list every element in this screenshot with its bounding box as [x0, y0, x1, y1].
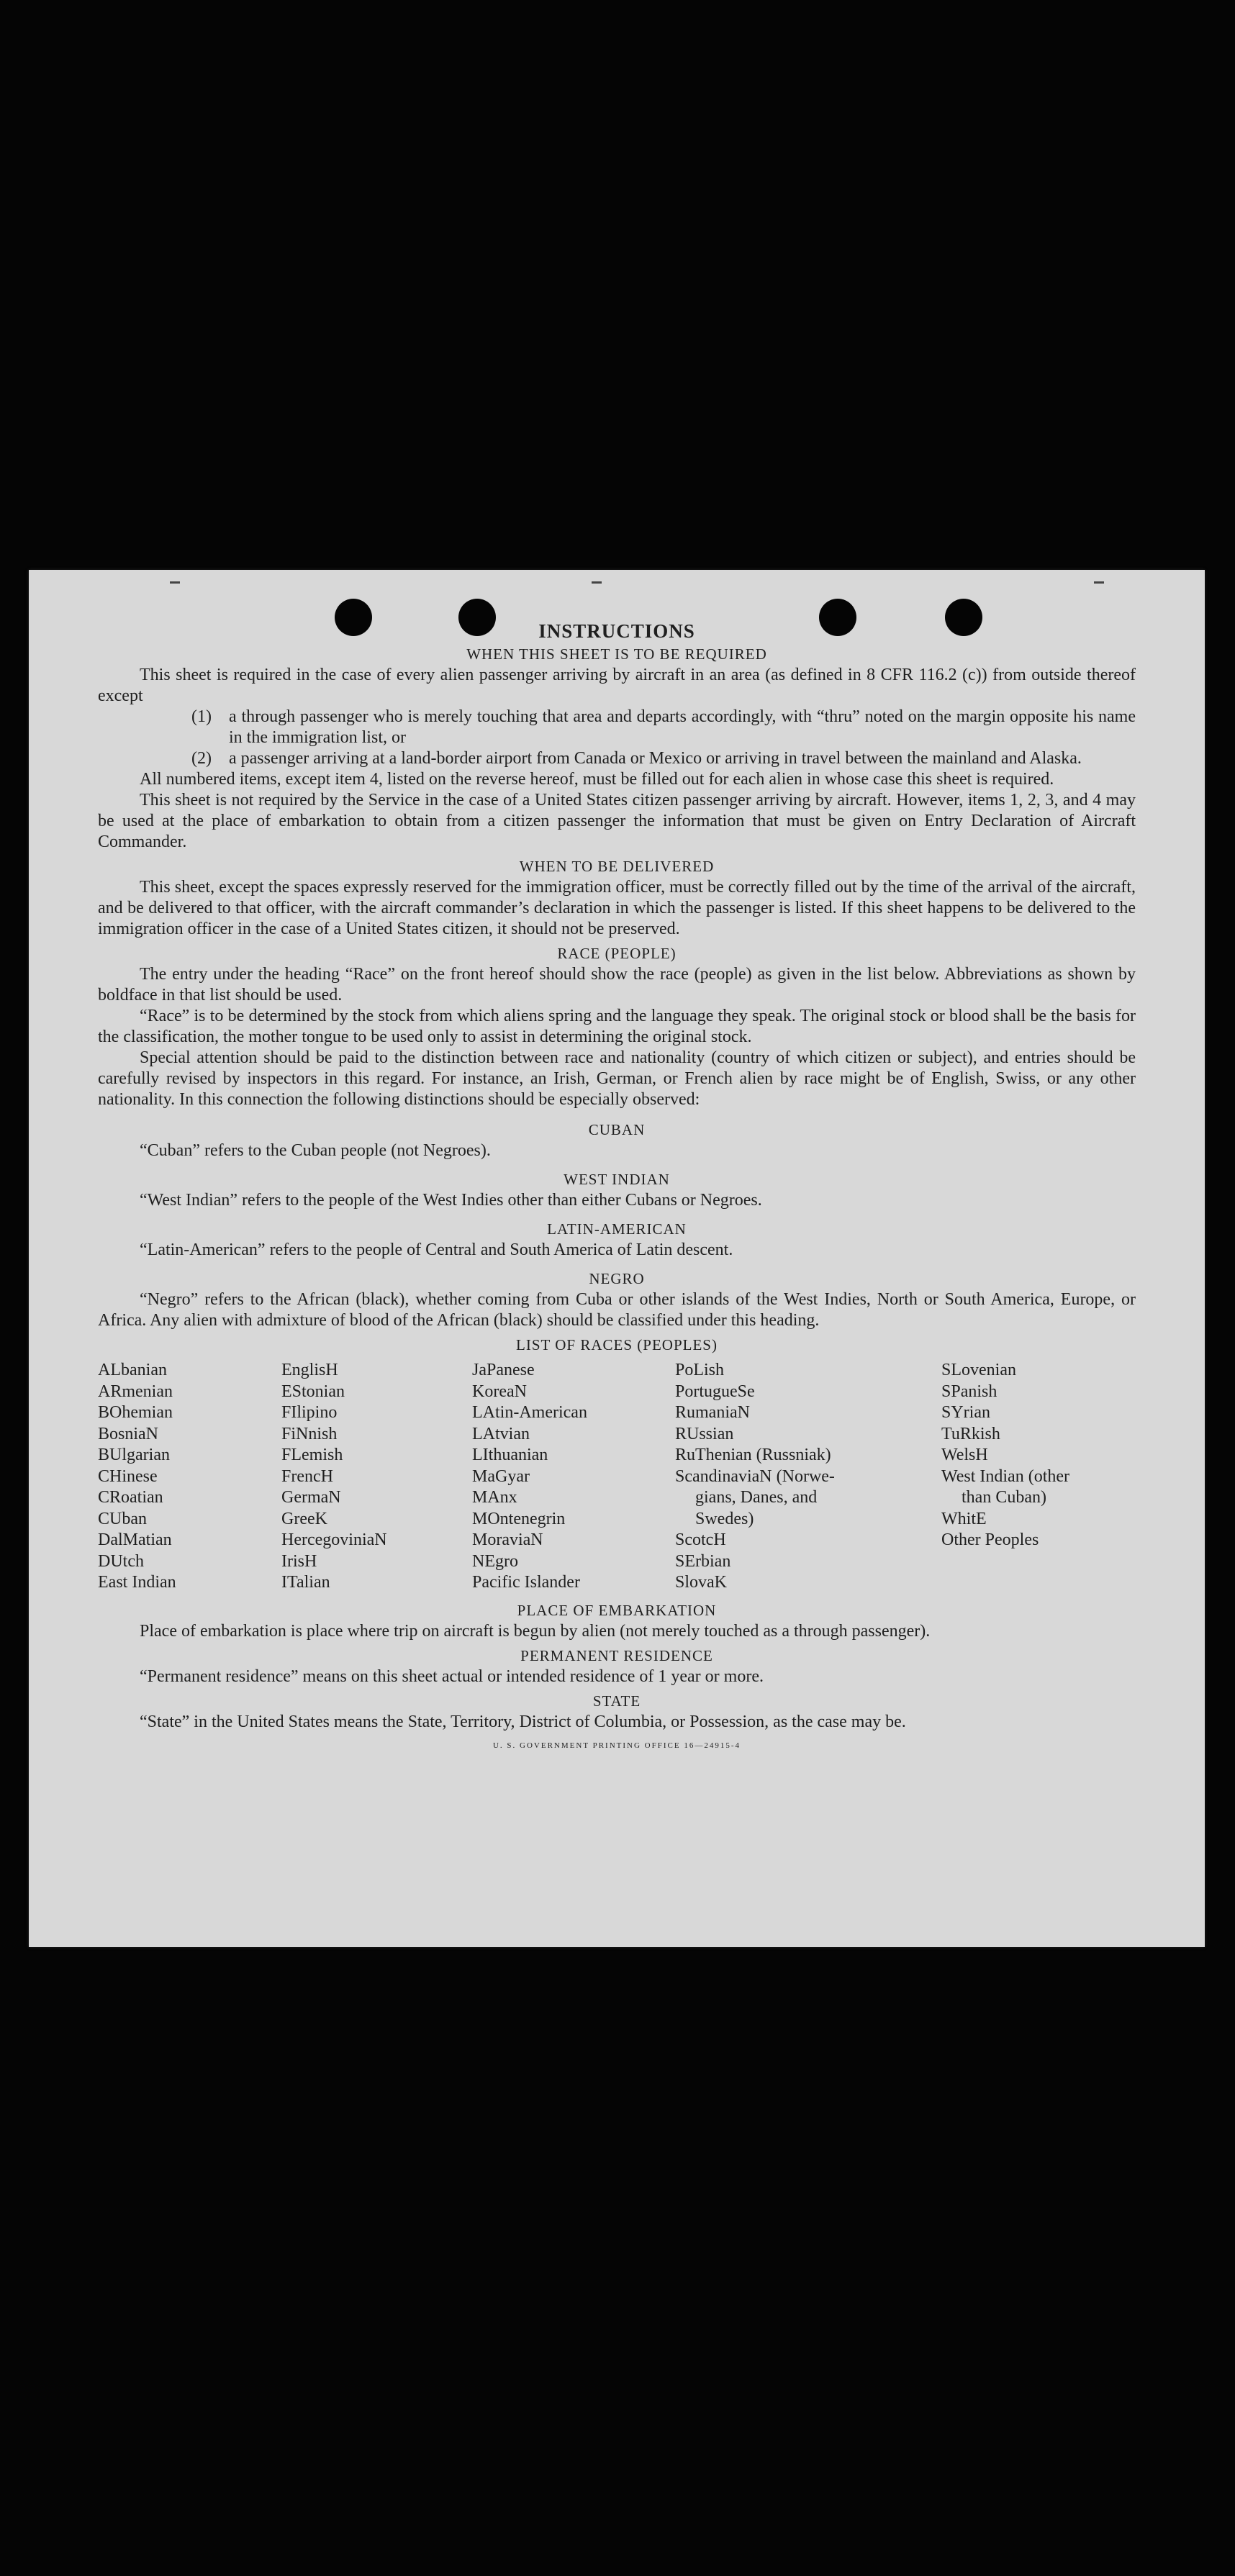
race-item: RumaniaN	[675, 1403, 750, 1422]
race-item: PoLish	[675, 1361, 725, 1379]
race-item: CUban	[98, 1509, 147, 1528]
race-list	[98, 1360, 1136, 1594]
race-item: East Indian	[98, 1573, 176, 1592]
race-item: SYrian	[941, 1403, 990, 1422]
race-item: MOntenegrin	[472, 1509, 566, 1528]
race-item: FrencH	[281, 1466, 333, 1486]
race-item: GreeK	[281, 1509, 327, 1528]
paragraph: “Cuban” refers to the Cuban people (not Negroes).	[140, 1141, 491, 1160]
race-item: CRoatian	[98, 1488, 163, 1507]
race-item: LIthuanian	[472, 1446, 548, 1464]
heading-state: STATE	[592, 1692, 641, 1710]
race-item: ITalian	[281, 1573, 330, 1592]
race-item: Other Peoples	[941, 1530, 1039, 1549]
scan-mark	[592, 581, 602, 584]
race-item: HercegoviniaN	[281, 1530, 387, 1549]
paragraph: “West Indian” refers to the people of the West Indies other than either Cubans or Negroes.	[140, 1191, 762, 1210]
heading-race: RACE (PEOPLE)	[557, 945, 677, 962]
instruction-sheet	[29, 570, 1205, 1947]
paragraph: All numbered items, except item 4, listed on the reverse hereof, must be filled out for each alien in whose case this sheet is required.	[140, 770, 1054, 789]
race-item: NEgro	[472, 1551, 518, 1571]
race-item: Swedes)	[695, 1509, 754, 1528]
race-item: Pacific Islander	[472, 1573, 580, 1592]
race-item: CHinese	[98, 1466, 158, 1486]
race-item: BosniaN	[98, 1424, 158, 1443]
race-item: WhitE	[941, 1509, 987, 1528]
race-item: ALbanian	[98, 1361, 167, 1379]
race-item: MAnx	[472, 1488, 517, 1507]
heading-permanent-residence: PERMANENT RESIDENCE	[520, 1646, 713, 1664]
paragraph: The entry under the heading “Race” on the front hereof should show the race (people) as given in the list below. Abbreviations as shown by boldface in that list should be used.	[98, 965, 1136, 1004]
race-item: FLemish	[281, 1446, 343, 1464]
race-item: KoreaN	[472, 1382, 527, 1401]
race-item: GermaN	[281, 1488, 341, 1507]
race-item: RuThenian (Russniak)	[675, 1446, 831, 1464]
paragraph: “Latin-American” refers to the people of Central and South America of Latin descent.	[140, 1241, 733, 1259]
heading-when-delivered: WHEN TO BE DELIVERED	[519, 858, 715, 875]
race-item: than Cuban)	[962, 1488, 1046, 1507]
race-item: ScotcH	[675, 1530, 726, 1549]
race-item: EnglisH	[281, 1361, 338, 1379]
heading-cuban: CUBAN	[588, 1121, 646, 1138]
punch-hole	[819, 599, 856, 636]
heading-embarkation: PLACE OF EMBARKATION	[517, 1601, 717, 1619]
race-item: SPanish	[941, 1382, 998, 1401]
race-item: RUssian	[675, 1424, 734, 1443]
race-item: BOhemian	[98, 1403, 173, 1422]
punch-hole	[945, 599, 982, 636]
paragraph: “Negro” refers to the African (black), whether coming from Cuba or other islands of the West Indies, North or South America, Europe, or Africa. Any alien with admixture of blood of the African (black) should be classified under this heading.	[98, 1290, 1136, 1330]
race-item: LAtvian	[472, 1424, 530, 1443]
heading-negro: NEGRO	[589, 1270, 645, 1287]
race-item: BUlgarian	[98, 1446, 170, 1464]
paragraph: Special attention should be paid to the distinction between race and nationality (country of which citizen or subject), and entries should be carefully revised by inspectors in this regard. For instance, an Irish, German, or French alien by race might be of English, Swiss, or any other nationality. In this connection the following distinctions should be especially observed:	[98, 1048, 1136, 1109]
race-item: PortugueSe	[675, 1382, 755, 1401]
race-item: MaGyar	[472, 1466, 530, 1486]
race-item: gians, Danes, and	[695, 1488, 818, 1507]
race-item: ScandinaviaN (Norwe-	[675, 1466, 835, 1486]
race-item: MoraviaN	[472, 1530, 543, 1549]
race-item: EStonian	[281, 1382, 345, 1401]
scan-mark	[170, 581, 180, 584]
printer-imprint: U. S. GOVERNMENT PRINTING OFFICE 16—24915-4	[492, 1741, 741, 1750]
race-item: LAtin-American	[472, 1403, 587, 1422]
paragraph: This sheet is required in the case of every alien passenger arriving by aircraft in an area (as defined in 8 CFR 116.2 (c)) from outside thereof except	[98, 666, 1136, 705]
race-item: FiNnish	[281, 1424, 338, 1443]
paragraph: This sheet is not required by the Service in the case of a United States citizen passenger arriving by aircraft. However, items 1, 2, 3, and 4 may be used at the place of embarkation to obtain from a citizen passenger the information that must be given on Entry Declaration of Aircraft Commander.	[98, 791, 1136, 851]
race-item: SlovaK	[675, 1573, 727, 1592]
heading-latin-american: LATIN-AMERICAN	[547, 1220, 687, 1238]
race-item: JaPanese	[472, 1361, 535, 1379]
scan-mark	[1094, 581, 1104, 584]
paragraph: This sheet, except the spaces expressly reserved for the immigration officer, must be correctly filled out by the time of the arrival of the aircraft, and be delivered to that officer, with the aircraft commander’s declaration in which the passenger is listed. If this sheet happens to be delivered to the immigration officer in the case of a United States citizen, it should not be preserved.	[98, 878, 1136, 938]
race-item: TuRkish	[941, 1424, 1000, 1443]
race-item: SErbian	[675, 1551, 731, 1571]
paragraph: “Permanent residence” means on this sheet actual or intended residence of 1 year or more.	[140, 1666, 764, 1686]
race-item: DalMatian	[98, 1530, 172, 1549]
punch-hole	[458, 599, 496, 636]
race-item: ARmenian	[98, 1382, 173, 1401]
race-item: FIlipino	[281, 1403, 338, 1422]
punch-hole	[335, 599, 372, 636]
heading-when-required: WHEN THIS SHEET IS TO BE REQUIRED	[466, 645, 767, 663]
list-item: (1) a through passenger who is merely touching that area and departs accordingly, with “thru” noted on the margin opposite his name in the immigration list, or	[191, 707, 1136, 747]
paragraph: “State” in the United States means the State, Territory, District of Columbia, or Possession, as the case may be.	[140, 1712, 906, 1731]
heading-list-of-races: LIST OF RACES (PEOPLES)	[516, 1336, 718, 1353]
paragraph: “Race” is to be determined by the stock from which aliens spring and the language they speak. The original stock or blood shall be the basis for the classification, the mother tongue to be used only to assist in determining the original stock.	[98, 1007, 1136, 1046]
race-item: SLovenian	[941, 1361, 1016, 1379]
race-item: West Indian (other	[941, 1466, 1070, 1486]
list-item: (2) a passenger arriving at a land-border airport from Canada or Mexico or arriving in travel between the mainland and Alaska.	[191, 749, 1082, 768]
page-title: INSTRUCTIONS	[538, 620, 695, 642]
race-item: DUtch	[98, 1551, 144, 1571]
race-item: WelsH	[941, 1446, 988, 1464]
heading-west-indian: WEST INDIAN	[564, 1171, 670, 1188]
paragraph: Place of embarkation is place where trip on aircraft is begun by alien (not merely touched as a through passenger).	[140, 1621, 931, 1641]
race-item: IrisH	[281, 1551, 317, 1571]
